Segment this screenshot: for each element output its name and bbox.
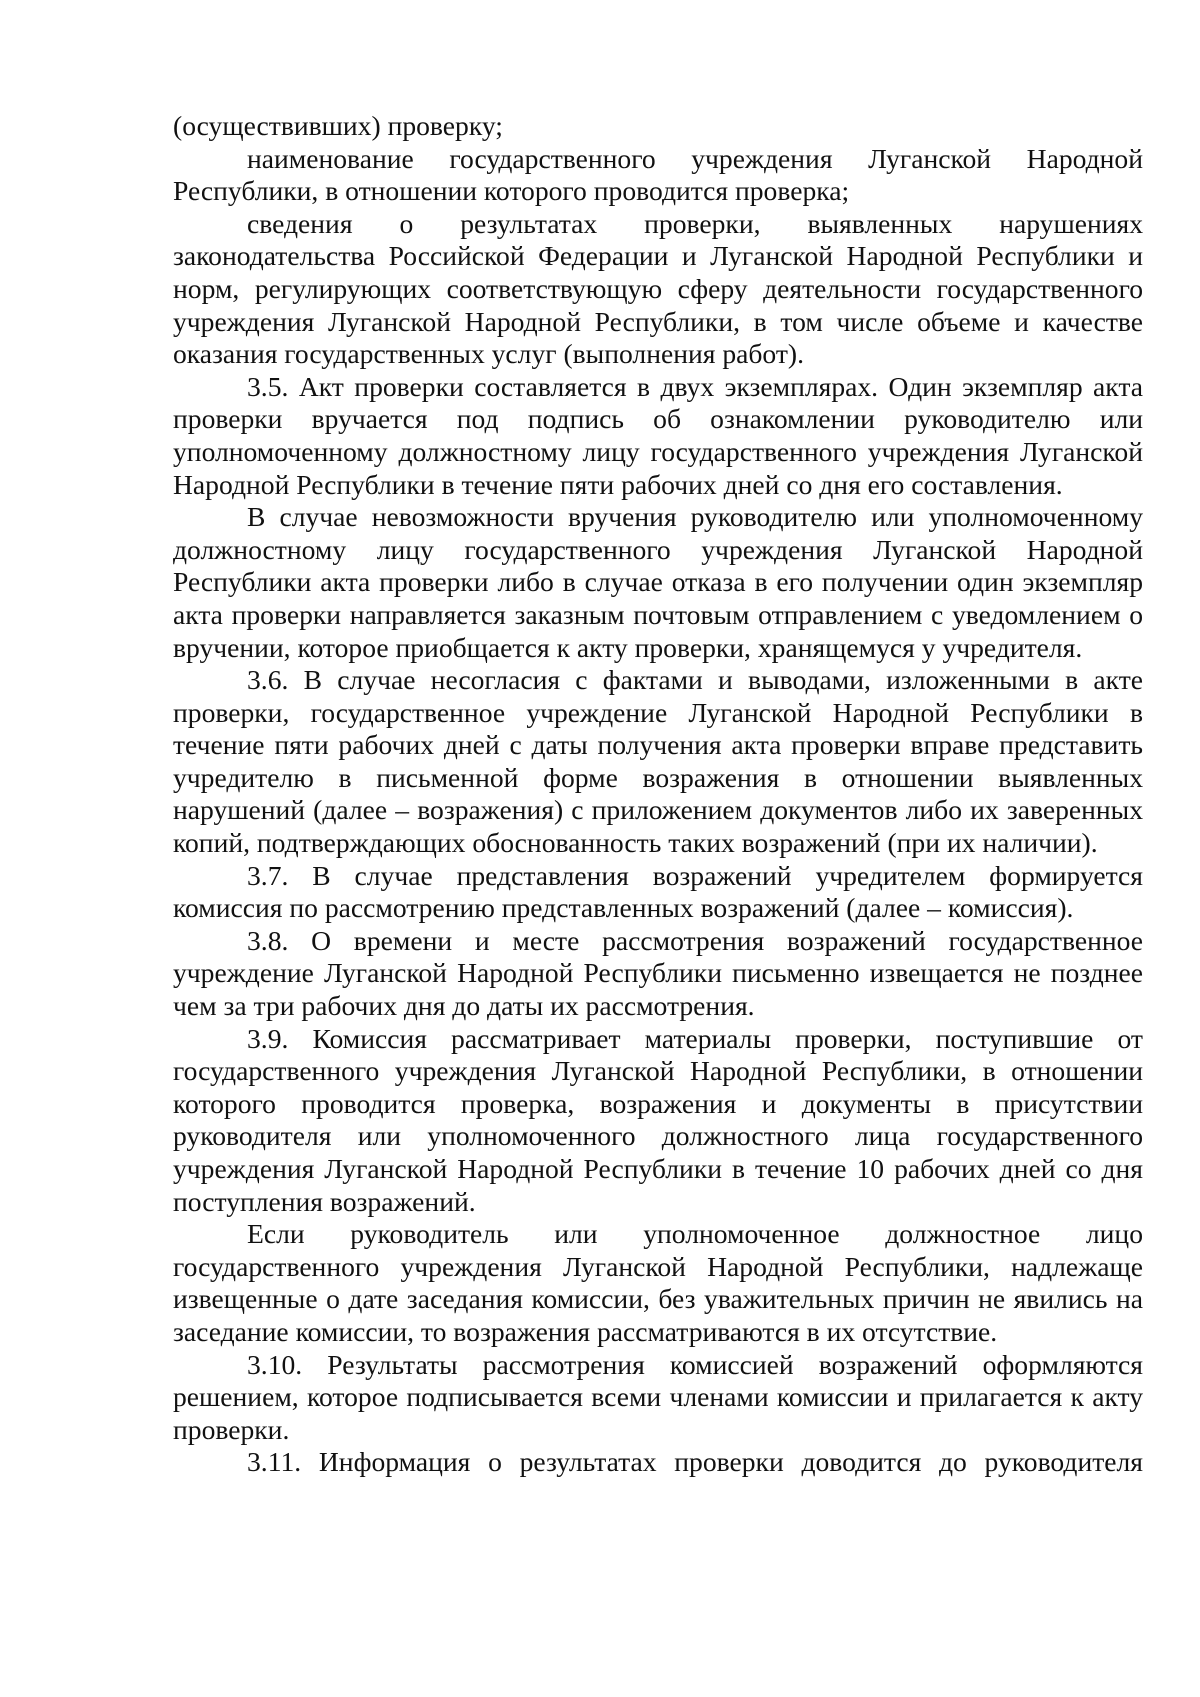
paragraph-3-7: 3.7. В случае представления возражений учредителем формируется комиссия по рассмотрению представленных возражений (далее – комиссия). (173, 859, 1143, 924)
paragraph-3-9-absence: Если руководитель или уполномоченное должностное лицо государственного учреждения Луганской Народной Республики, надлежаще извещенные о дате заседания комиссии, без уважительных причин не явились на заседание комиссии, то возражения рассматриваются в их отсутствие. (173, 1218, 1143, 1347)
paragraph-3-11: 3.11. Информация о результатах проверки доводится до руководителя (247, 1446, 1143, 1478)
paragraph-3-5: 3.5. Акт проверки составляется в двух экземплярах. Один экземпляр акта проверки вручается под подпись об ознакомлении руководителю или уполномоченному должностному лицу государственного учреждения Луганской Народной Республики в течение пяти рабочих дней со дня его составления. (173, 370, 1143, 500)
paragraph-3-8: 3.8. О времени и месте рассмотрения возражений государственное учреждение Луганской Народной Республики письменно извещается не позднее чем за три рабочих дня до даты их рассмотрения. (173, 924, 1143, 1022)
paragraph-inspection-results: сведения о результатах проверки, выявленных нарушениях законодательства Российской Федерации и Луганской Народной Республики и норм, регулирующих соответствующую сферу деятельности государственного учреждения Луганской Народной Республики, в том числе объеме и качестве оказания государственных услуг (выполнения работ). (173, 207, 1143, 370)
paragraph-continuation: (осуществивших) проверку; (173, 110, 503, 141)
document-page (173, 110, 1143, 1479)
paragraph-3-6: 3.6. В случае несогласия с фактами и выводами, изложенными в акте проверки, государственное учреждение Луганской Народной Республики в течение пяти рабочих дней с даты получения акта проверки вправе представить учредителю в письменной форме возражения в отношении выявленных нарушений (далее – возражения) с приложением документов либо их заверенных копий, подтверждающих обоснованность таких возражений (при их наличии). (173, 664, 1143, 859)
paragraph-3-10: 3.10. Результаты рассмотрения комиссией возражений оформляются решением, которое подписывается всеми членами комиссии и прилагается к акту проверки. (173, 1348, 1143, 1445)
paragraph-institution-name: наименование государственного учреждения Луганской Народной Республики, в отношении которого проводится проверка; (173, 142, 1143, 207)
paragraph-3-5-delivery: В случае невозможности вручения руководителю или уполномоченному должностному лицу государственного учреждения Луганской Народной Республики акта проверки либо в случае отказа в его получении один экземпляр акта проверки направляется заказным почтовым отправлением с уведомлением о вручении, которое приобщается к акту проверки, хранящемуся у учредителя. (173, 501, 1143, 663)
paragraph-3-9: 3.9. Комиссия рассматривает материалы проверки, поступившие от государственного учреждения Луганской Народной Республики, в отношении которого проводится проверка, возражения и документы в присутствии руководителя или уполномоченного должностного лица государственного учреждения Луганской Народной Республики в течение 10 рабочих дней со дня поступления возражений. (173, 1022, 1143, 1217)
